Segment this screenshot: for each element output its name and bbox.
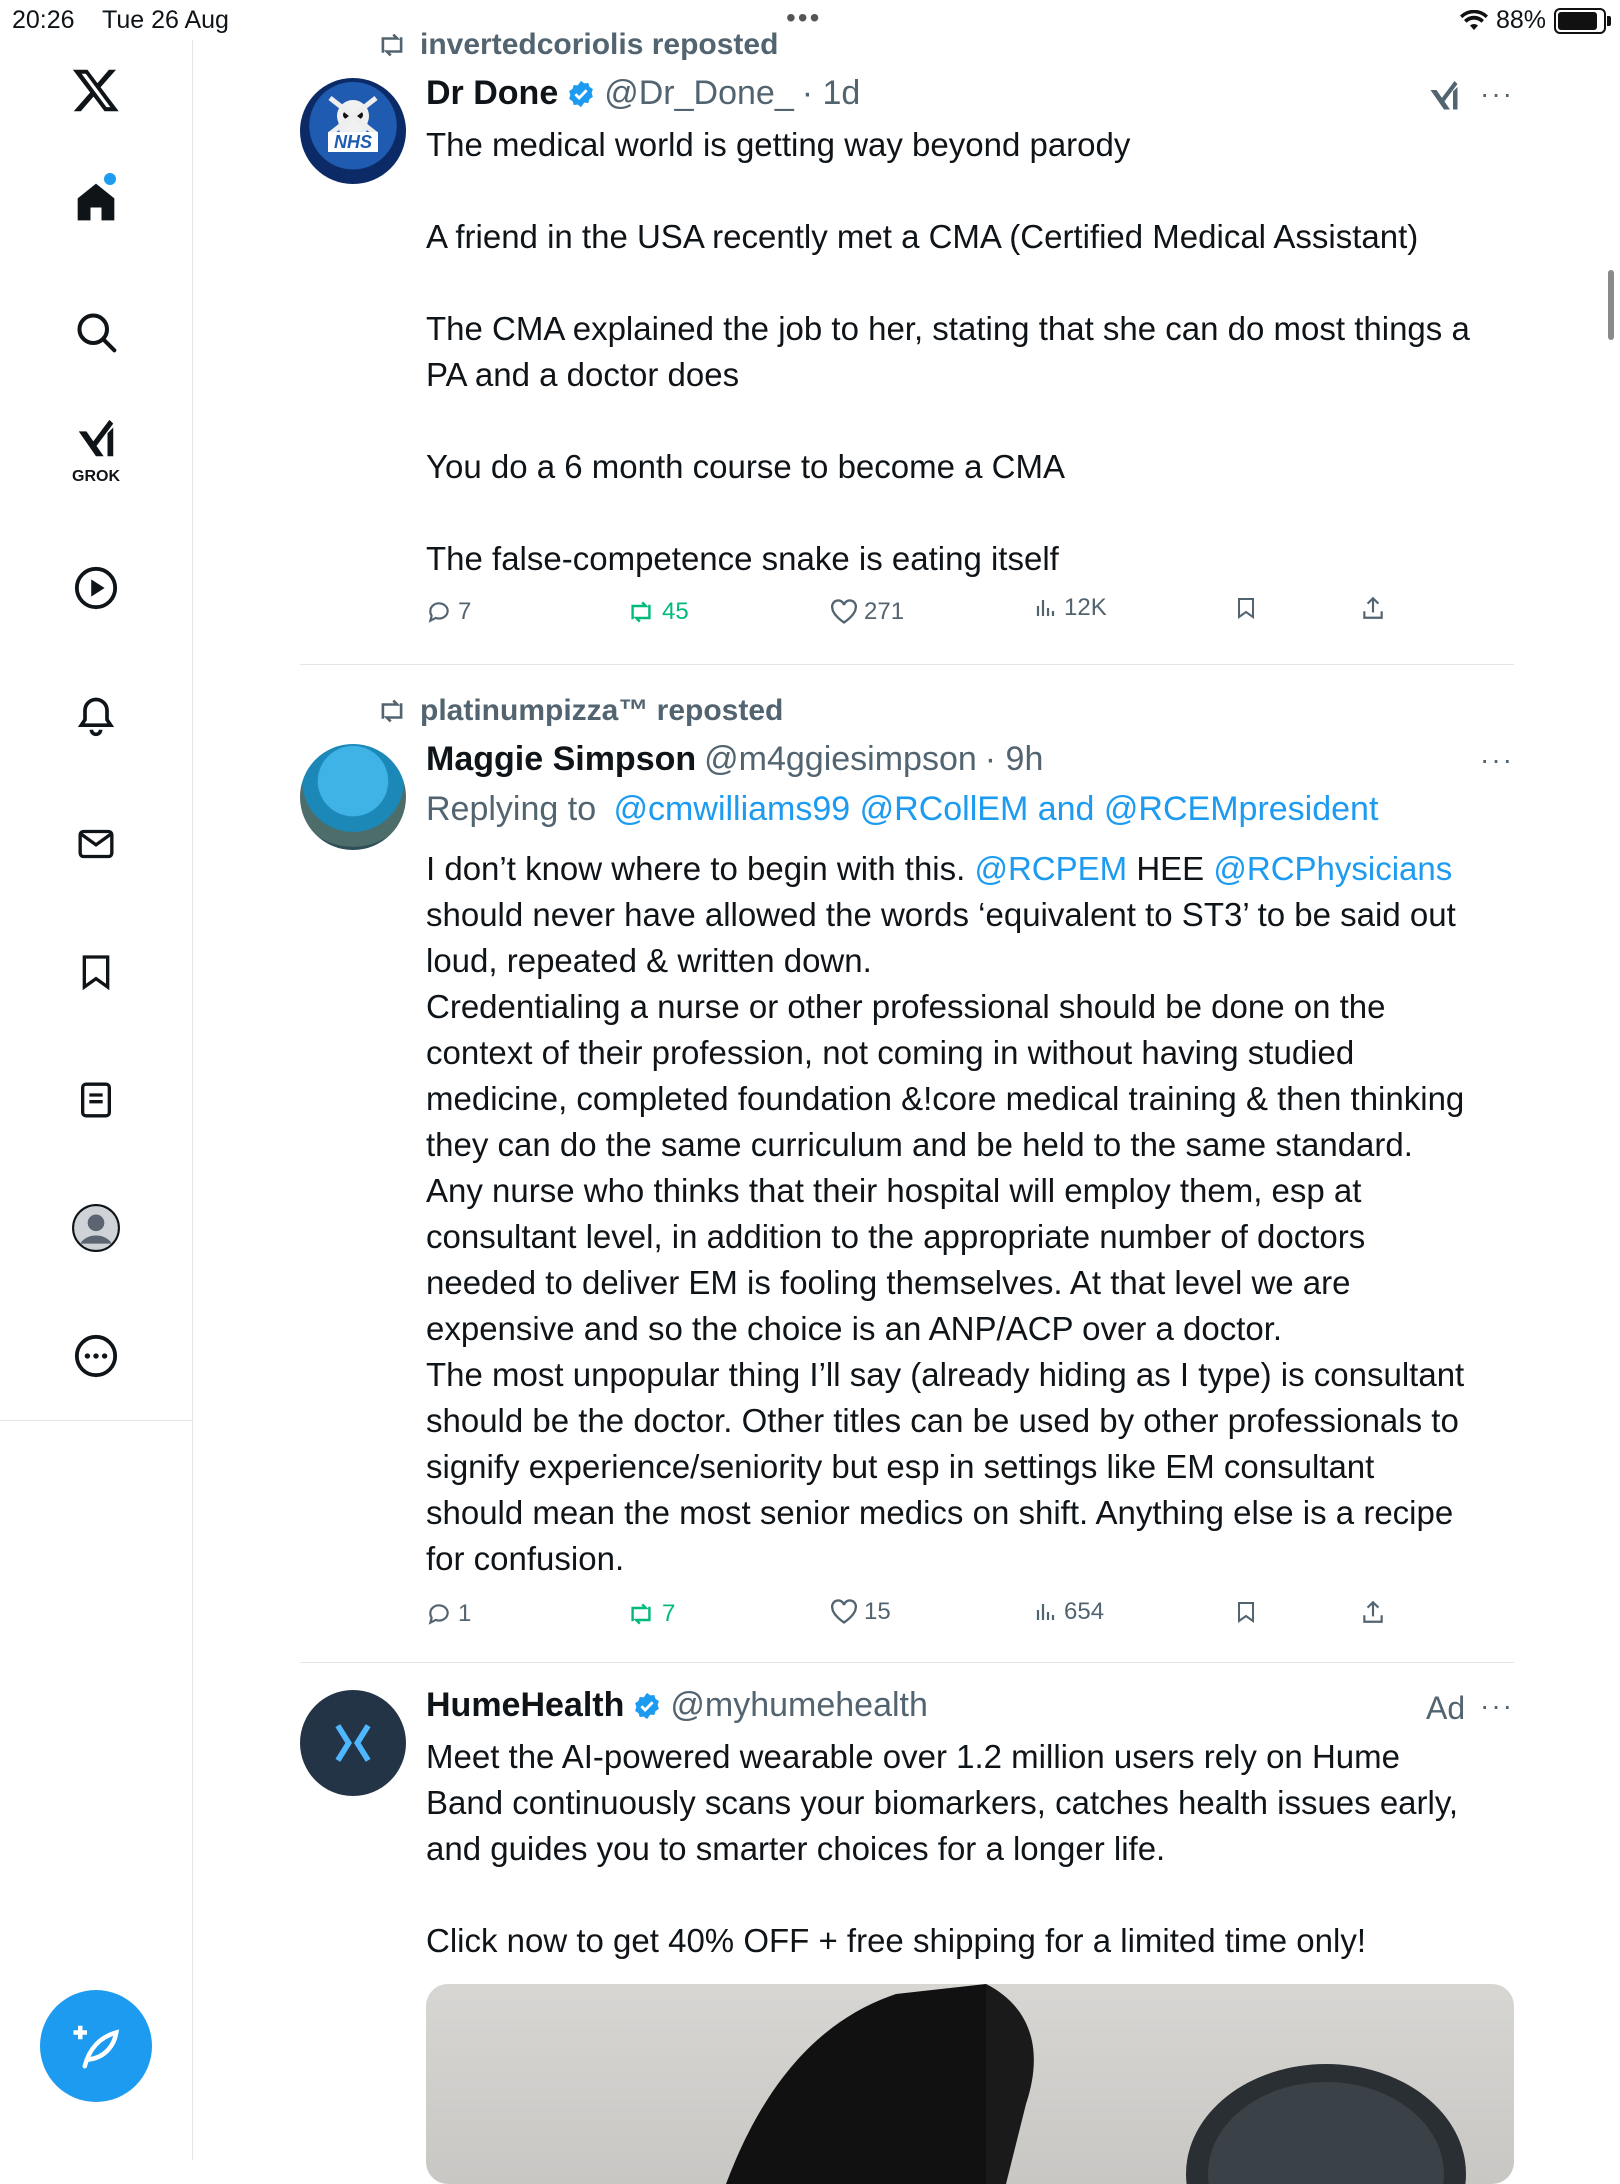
view-count: 12K	[1064, 594, 1107, 621]
avatar[interactable]	[300, 744, 406, 850]
grok-label: GROK	[72, 468, 120, 485]
post-line-mentions	[426, 846, 1516, 892]
share-icon	[1360, 594, 1386, 622]
repost-count: 7	[662, 1600, 676, 1627]
post-line: loud, repeated & written down.	[426, 942, 872, 979]
more-options-icon[interactable]	[60, 1320, 132, 1392]
like-button[interactable]	[830, 598, 904, 626]
grok-icon[interactable]	[60, 416, 132, 506]
reply-count: 7	[458, 598, 472, 625]
reply-count: 1	[458, 1600, 472, 1627]
repost-icon	[376, 698, 408, 724]
post-line: should be the doctor. Other titles can be used by other professionals to	[426, 1402, 1459, 1439]
post-line: expensive and so the choice is an ANP/ACP over a doctor.	[426, 1310, 1283, 1347]
bookmark-button[interactable]	[1234, 594, 1258, 622]
reply-icon	[426, 1601, 452, 1627]
status-date: Tue 26 Aug	[102, 6, 229, 34]
author-handle[interactable]: @m4ggiesimpson	[704, 740, 977, 778]
bell-icon[interactable]	[60, 680, 132, 752]
post-header	[426, 74, 860, 113]
reply-button[interactable]	[426, 1600, 471, 1628]
post-line: for confusion.	[426, 1540, 625, 1577]
post-line: Credentialing a nurse or other professional should be done on the	[426, 988, 1386, 1025]
scrollbar[interactable]	[1608, 270, 1614, 340]
avatar[interactable]	[300, 78, 406, 184]
post-divider	[300, 1662, 1514, 1663]
post-line: needed to deliver EM is fooling themselves. At that level we are	[426, 1264, 1351, 1301]
verified-badge-icon	[632, 1691, 662, 1721]
compose-post-button[interactable]	[40, 1990, 152, 2102]
share-button[interactable]	[1360, 594, 1386, 622]
post-header	[426, 1686, 928, 1725]
grok-explain-icon[interactable]	[1426, 78, 1462, 119]
post-line: The CMA explained the job to her, stating that she can do most things a	[426, 310, 1470, 347]
post-line: A friend in the USA recently met a CMA (Certified Medical Assistant)	[426, 218, 1419, 255]
post-line: context of their profession, not coming in without having studied	[426, 1034, 1355, 1071]
post-more-icon[interactable]: ···	[1480, 1690, 1514, 1721]
repost-by[interactable]: platinumpizza™ reposted	[420, 694, 784, 727]
like-count: 15	[864, 1598, 891, 1625]
post-actions	[426, 1600, 1516, 1640]
post-text	[426, 1734, 1516, 1964]
post-line: should never have allowed the words ‘equivalent to ST3’ to be said out	[426, 896, 1456, 933]
mention-link[interactable]: @RCPEM	[974, 850, 1128, 887]
author-name[interactable]: Dr Done	[426, 74, 559, 112]
post-line: The medical world is getting way beyond parody	[426, 126, 1131, 163]
views-button[interactable]	[1034, 1598, 1104, 1626]
share-button[interactable]	[1360, 1598, 1386, 1626]
post-header	[426, 740, 1043, 779]
x-logo-icon[interactable]	[60, 54, 132, 126]
post-more-icon[interactable]: ···	[1480, 78, 1514, 109]
wifi-icon	[1460, 10, 1488, 32]
post-line: and guides you to smarter choices for a longer life.	[426, 1830, 1166, 1867]
reply-button[interactable]	[426, 598, 471, 626]
repost-indicator	[376, 694, 783, 728]
post-text	[426, 846, 1516, 1582]
post-time[interactable]: · 9h	[984, 740, 1044, 778]
author-name[interactable]: HumeHealth	[426, 1686, 625, 1724]
heart-icon	[830, 1599, 858, 1625]
video-play-icon[interactable]	[60, 552, 132, 624]
battery-icon	[1554, 8, 1606, 34]
bookmark-button[interactable]	[1234, 1598, 1258, 1626]
author-name[interactable]: Maggie Simpson	[426, 740, 697, 778]
replying-prefix: Replying to	[426, 790, 606, 828]
battery-percent: 88%	[1495, 6, 1546, 34]
post-line: should mean the most senior medics on shift. Anything else is a recipe	[426, 1494, 1454, 1531]
post-line: consultant level, in addition to the appropriate number of doctors	[426, 1218, 1366, 1255]
post-line: Click now to get 40% OFF + free shipping for a limited time only!	[426, 1922, 1366, 1959]
post-line: Any nurse who thinks that their hospital will employ them, esp at	[426, 1172, 1362, 1209]
repost-indicator	[376, 28, 778, 62]
share-icon	[1360, 1598, 1386, 1626]
mail-icon[interactable]	[60, 808, 132, 880]
bookmark-icon[interactable]	[60, 936, 132, 1008]
status-bar	[0, 0, 1620, 40]
post-line: The false-competence snake is eating itself	[426, 540, 1059, 577]
post-line: signify experience/seniority but esp in settings like EM consultant	[426, 1448, 1375, 1485]
like-button[interactable]	[830, 1598, 891, 1626]
multitasking-dots-icon[interactable]: •••	[786, 2, 822, 33]
post-text	[426, 122, 1516, 582]
repost-count: 45	[662, 598, 689, 625]
post-divider	[300, 664, 1514, 665]
replying-mentions[interactable]: @cmwilliams99 @RCollEM and @RCEMpresident	[613, 790, 1379, 828]
status-time: 20:26	[12, 6, 75, 34]
hume-logo-icon	[327, 1717, 379, 1769]
lists-icon[interactable]	[60, 1064, 132, 1136]
views-button[interactable]	[1034, 594, 1107, 622]
avatar[interactable]	[300, 1690, 406, 1796]
status-right	[1460, 6, 1606, 35]
replying-to	[426, 790, 1378, 829]
repost-button[interactable]	[626, 1600, 675, 1628]
post-line: Band continuously scans your biomarkers, catches health issues early,	[426, 1784, 1459, 1821]
bookmark-icon	[1234, 594, 1258, 622]
home-notification-dot	[104, 173, 116, 185]
post-line: The most unpopular thing I’ll say (already hiding as I type) is consultant	[426, 1356, 1465, 1393]
post-text-segment: I don’t know where to begin with this.	[426, 850, 975, 887]
ad-media-image[interactable]	[426, 1984, 1514, 2184]
post-more-icon[interactable]: ···	[1480, 744, 1514, 775]
post-line: You do a 6 month course to become a CMA	[426, 448, 1065, 485]
post-line: they can do the same curriculum and be held to the same standard.	[426, 1126, 1413, 1163]
svg-text:NHS: NHS	[333, 132, 373, 152]
home-icon[interactable]	[60, 166, 132, 238]
heart-icon	[830, 599, 858, 625]
reply-icon	[426, 599, 452, 625]
view-count: 654	[1064, 1598, 1105, 1625]
post-text-segment: HEE	[1127, 850, 1214, 887]
repost-icon	[626, 600, 656, 624]
search-icon[interactable]	[60, 296, 132, 368]
sidebar-divider	[0, 1420, 192, 1421]
post-time[interactable]: · 1d	[801, 74, 861, 112]
like-count: 271	[864, 598, 905, 625]
repost-icon	[626, 1602, 656, 1626]
post-line: medicine, completed foundation &!core medical training & then thinking	[426, 1080, 1465, 1117]
post-actions	[426, 594, 1516, 638]
repost-icon	[376, 32, 408, 58]
author-handle[interactable]: @Dr_Done_	[604, 74, 794, 112]
repost-button[interactable]	[626, 598, 689, 626]
author-handle[interactable]: @myhumehealth	[670, 1686, 928, 1724]
post-line: Meet the AI-powered wearable over 1.2 million users rely on Hume	[426, 1738, 1400, 1775]
mention-link[interactable]: @RCPhysicians	[1213, 850, 1453, 887]
views-icon	[1034, 1600, 1058, 1624]
ad-label: Ad	[1426, 1690, 1466, 1726]
repost-by[interactable]: invertedcoriolis reposted	[420, 28, 779, 61]
bookmark-icon	[1234, 1598, 1258, 1626]
profile-avatar-icon[interactable]	[60, 1192, 132, 1264]
verified-badge-icon	[566, 79, 596, 109]
views-icon	[1034, 596, 1058, 620]
compose-feather-icon	[69, 2019, 123, 2073]
post-line: PA and a doctor does	[426, 356, 740, 393]
